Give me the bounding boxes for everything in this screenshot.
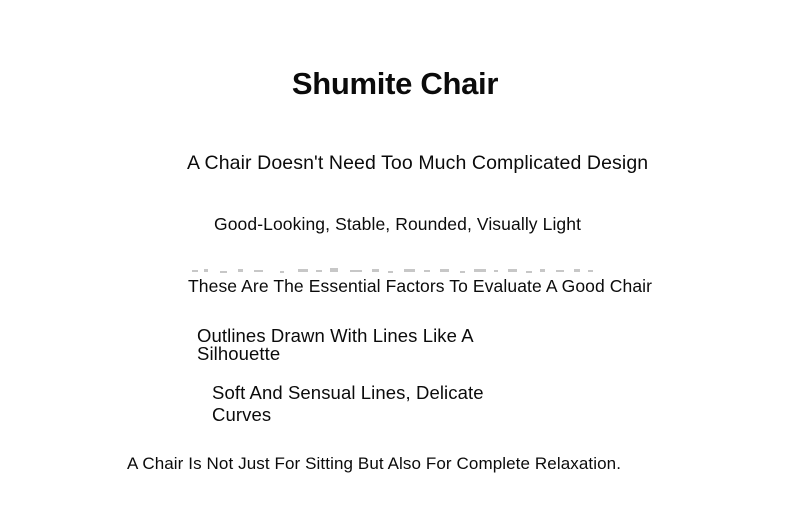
text-line-design: A Chair Doesn't Need Too Much Complicated Design [187, 152, 649, 174]
text-line-outlines: Outlines Drawn With Lines Like A Silhouette [197, 325, 473, 364]
noise-artifact [190, 266, 600, 276]
text-line-relaxation: A Chair Is Not Just For Sitting But Also For Complete Relaxation. [127, 454, 622, 473]
text-line-curves: Soft And Sensual Lines, Delicate Curves [212, 382, 484, 425]
text-line-essential-factors: These Are The Essential Factors To Evaluate A Good Chair [188, 276, 653, 296]
page-title: Shumite Chair [291, 66, 499, 101]
text-line-qualities: Good-Looking, Stable, Rounded, Visually Light [214, 214, 582, 234]
